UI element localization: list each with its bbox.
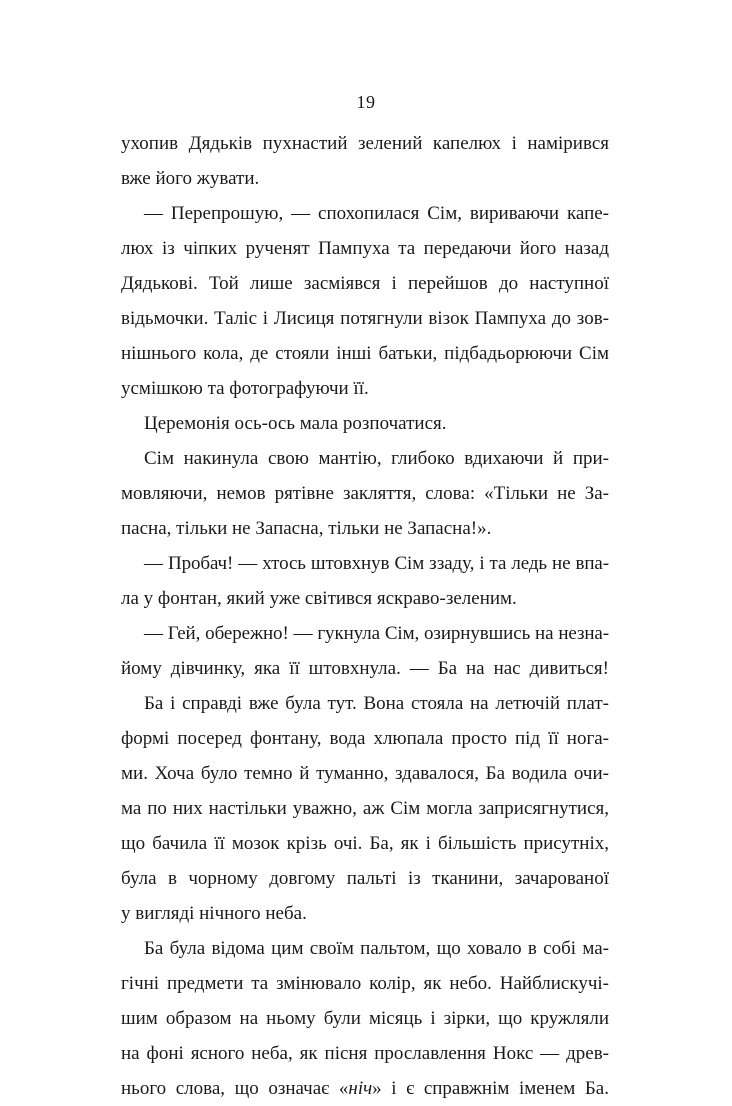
text-line: що бачила її мозок крізь очі. Ба, як і більшість присутніх, — [121, 833, 609, 854]
text-line: гічні предмети та змінювало колір, як небо. Найблискучі- — [121, 973, 609, 994]
text-run: нього слова, що означає « — [121, 1078, 349, 1099]
page-number: 19 — [356, 92, 376, 112]
text-line: усмішкою та фотографуючи її. — [121, 378, 369, 399]
text-line: шим образом на ньому були місяць і зірки, що кружляли — [121, 1008, 609, 1029]
text-line: відьмочки. Таліс і Лисиця потягнули візок Пампуха до зов- — [121, 308, 609, 329]
text-line: йому дівчинку, яка її штовхнула. — Ба на нас дивиться! — [121, 658, 609, 679]
text-line: мовляючи, немов рятівне закляття, слова: «Тільки не За- — [121, 483, 609, 504]
text-line: Ба і справді вже була тут. Вона стояла на летючій плат- — [144, 693, 609, 714]
text-line: — Перепрошую, — спохопилася Сім, вириваючи капе- — [144, 203, 609, 224]
text-line: вже його жувати. — [121, 168, 260, 189]
text-line: була в чорному довгому пальті із тканини, зачарованої — [121, 868, 609, 889]
body-text — [121, 126, 609, 1106]
text-line: ухопив Дядьків пухнастий зелений капелюх і намірився — [121, 133, 609, 154]
text-line: — Гей, обережно! — гукнула Сім, озирнувшись на незна- — [144, 623, 609, 644]
text-line: ма по них настільки уважно, аж Сім могла заприсягнутися, — [121, 798, 609, 819]
text-line: у вигляді нічного неба. — [121, 903, 307, 924]
text-line: нішнього кола, де стояли інші батьки, підбадьорюючи Сім — [121, 343, 609, 364]
text-line-last — [121, 1071, 609, 1106]
text-line: Ба була відома цим своїм пальтом, що ховало в собі ма- — [144, 938, 609, 959]
text-line: ла у фонтан, який уже світився яскраво-зеленим. — [121, 588, 517, 609]
text-line: люх із чіпких рученят Пампуха та передаючи його назад — [121, 238, 609, 259]
text-line: — Пробач! — хтось штовхнув Сім ззаду, і та ледь не впа- — [144, 553, 609, 574]
text-line: Церемонія ось-ось мала розпочатися. — [144, 413, 447, 434]
text-line: формі посеред фонтану, вода хлюпала просто під її нога- — [121, 728, 609, 749]
text-line: на фоні ясного неба, як пісня прославлення Нокс — древ- — [121, 1043, 609, 1064]
text-line: Дядькові. Той лише засміявся і перейшов до наступної — [121, 273, 609, 294]
text-line: ми. Хоча було темно й туманно, здавалося, Ба водила очи- — [121, 763, 609, 784]
text-line: Сім накинула свою мантію, глибоко вдихаючи й при- — [144, 448, 609, 469]
text-line: пасна, тільки не Запасна, тільки не Запасна!». — [121, 518, 492, 539]
emphasized-word: ніч — [348, 1078, 373, 1099]
text-run: » і є справжнім іменем Ба. — [372, 1078, 609, 1099]
